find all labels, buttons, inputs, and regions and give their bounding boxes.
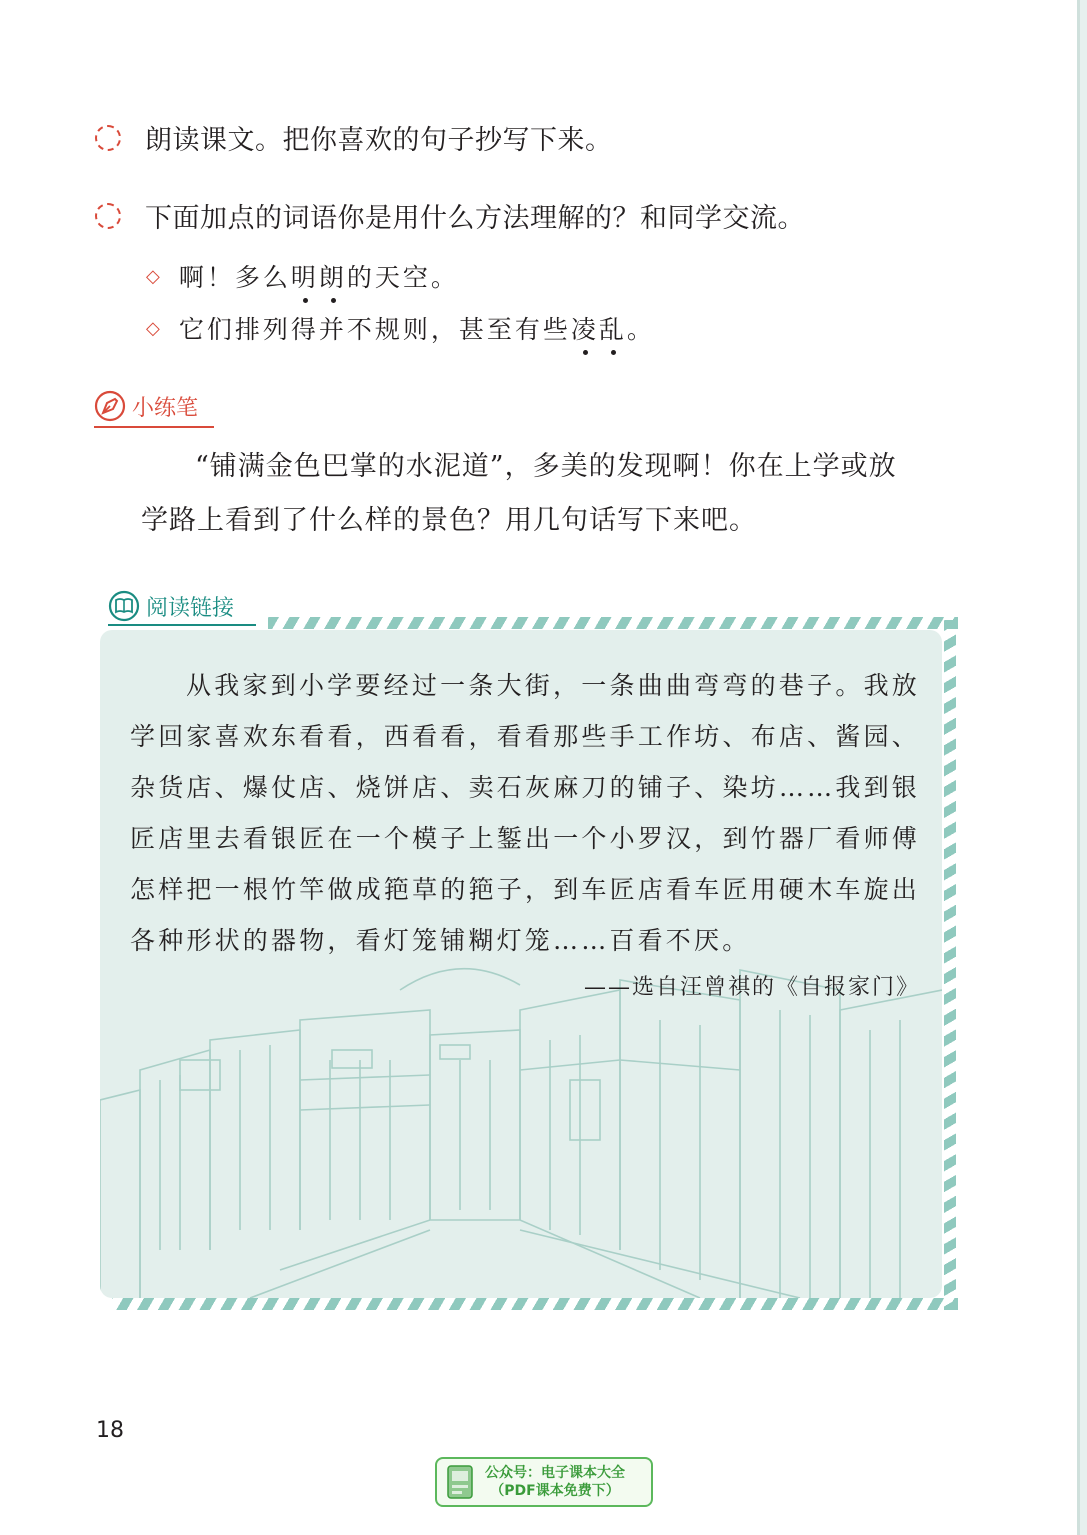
question-1 xyxy=(95,118,613,157)
practice-header xyxy=(94,390,198,422)
watermark-line-2: （PDF课本免费下） xyxy=(490,1483,620,1499)
diamond-icon: ◇ xyxy=(146,265,163,287)
example-1 xyxy=(146,258,459,294)
watermark-badge xyxy=(435,1457,653,1507)
dashed-circle-icon xyxy=(95,203,121,229)
reading-link-header xyxy=(108,590,234,622)
card-stripe-top xyxy=(268,617,958,629)
example-1-before: 啊！多么 xyxy=(178,263,291,292)
dotted-char: 明 xyxy=(291,258,319,294)
card-stripe-right xyxy=(944,620,956,1310)
example-1-after: 的天空。 xyxy=(346,263,459,292)
reading-source: ——选自汪曾祺的《自报家门》 xyxy=(583,975,920,1000)
practice-title: 小练笔 xyxy=(132,395,199,421)
page-edge-strip xyxy=(1077,0,1087,1535)
example-2 xyxy=(146,310,655,346)
diamond-icon: ◇ xyxy=(146,317,163,339)
book-icon xyxy=(108,590,140,622)
question-2 xyxy=(95,196,805,235)
practice-prompt xyxy=(141,440,961,548)
dotted-char: 朗 xyxy=(319,258,347,294)
street-sketch-illustration xyxy=(100,950,942,1298)
page-number: 18 xyxy=(96,1418,124,1443)
watermark-text xyxy=(485,1464,625,1500)
example-2-after: 。 xyxy=(626,315,655,344)
card-stripe-bottom xyxy=(112,1298,958,1310)
book-cover-icon xyxy=(447,1465,473,1499)
dotted-char: 乱 xyxy=(599,310,627,346)
reading-passage xyxy=(130,660,920,966)
reading-link-title: 阅读链接 xyxy=(146,595,235,621)
watermark-line-1: 公众号：电子课本大全 xyxy=(485,1465,625,1481)
example-2-before: 它们排列得并不规则，甚至有些 xyxy=(178,315,571,344)
reading-link-underline xyxy=(108,624,256,626)
practice-prompt-line-2: 学路上看到了什么样的景色？用几句话写下来吧。 xyxy=(141,505,757,536)
dashed-circle-icon xyxy=(95,125,121,151)
pen-nib-icon xyxy=(94,390,126,422)
reading-passage-text: 从我家到小学要经过一条大街，一条曲曲弯弯的巷子。我放学回家喜欢东看看，西看看，看看那些手工作坊、布店、酱园、杂货店、爆仗店、烧饼店、卖石灰麻刀的铺子、染坊……我到银匠店里去看银匠在一个模子上錾出一个小罗汉，到竹器厂看师傅怎样把一根竹竿做成筢草的筢子，到车匠店看车匠用硬木车旋出各种形状的器物，看灯笼铺糊灯笼……百看不厌。 xyxy=(130,671,920,955)
question-1-text: 朗读课文。把你喜欢的句子抄写下来。 xyxy=(145,125,613,156)
question-2-text: 下面加点的词语你是用什么方法理解的？和同学交流。 xyxy=(145,203,805,234)
practice-underline xyxy=(94,426,214,428)
dotted-char: 凌 xyxy=(571,310,599,346)
reading-card xyxy=(100,630,942,1298)
practice-prompt-line-1: “铺满金色巴掌的水泥道”，多美的发现啊！你在上学或放 xyxy=(195,451,897,482)
